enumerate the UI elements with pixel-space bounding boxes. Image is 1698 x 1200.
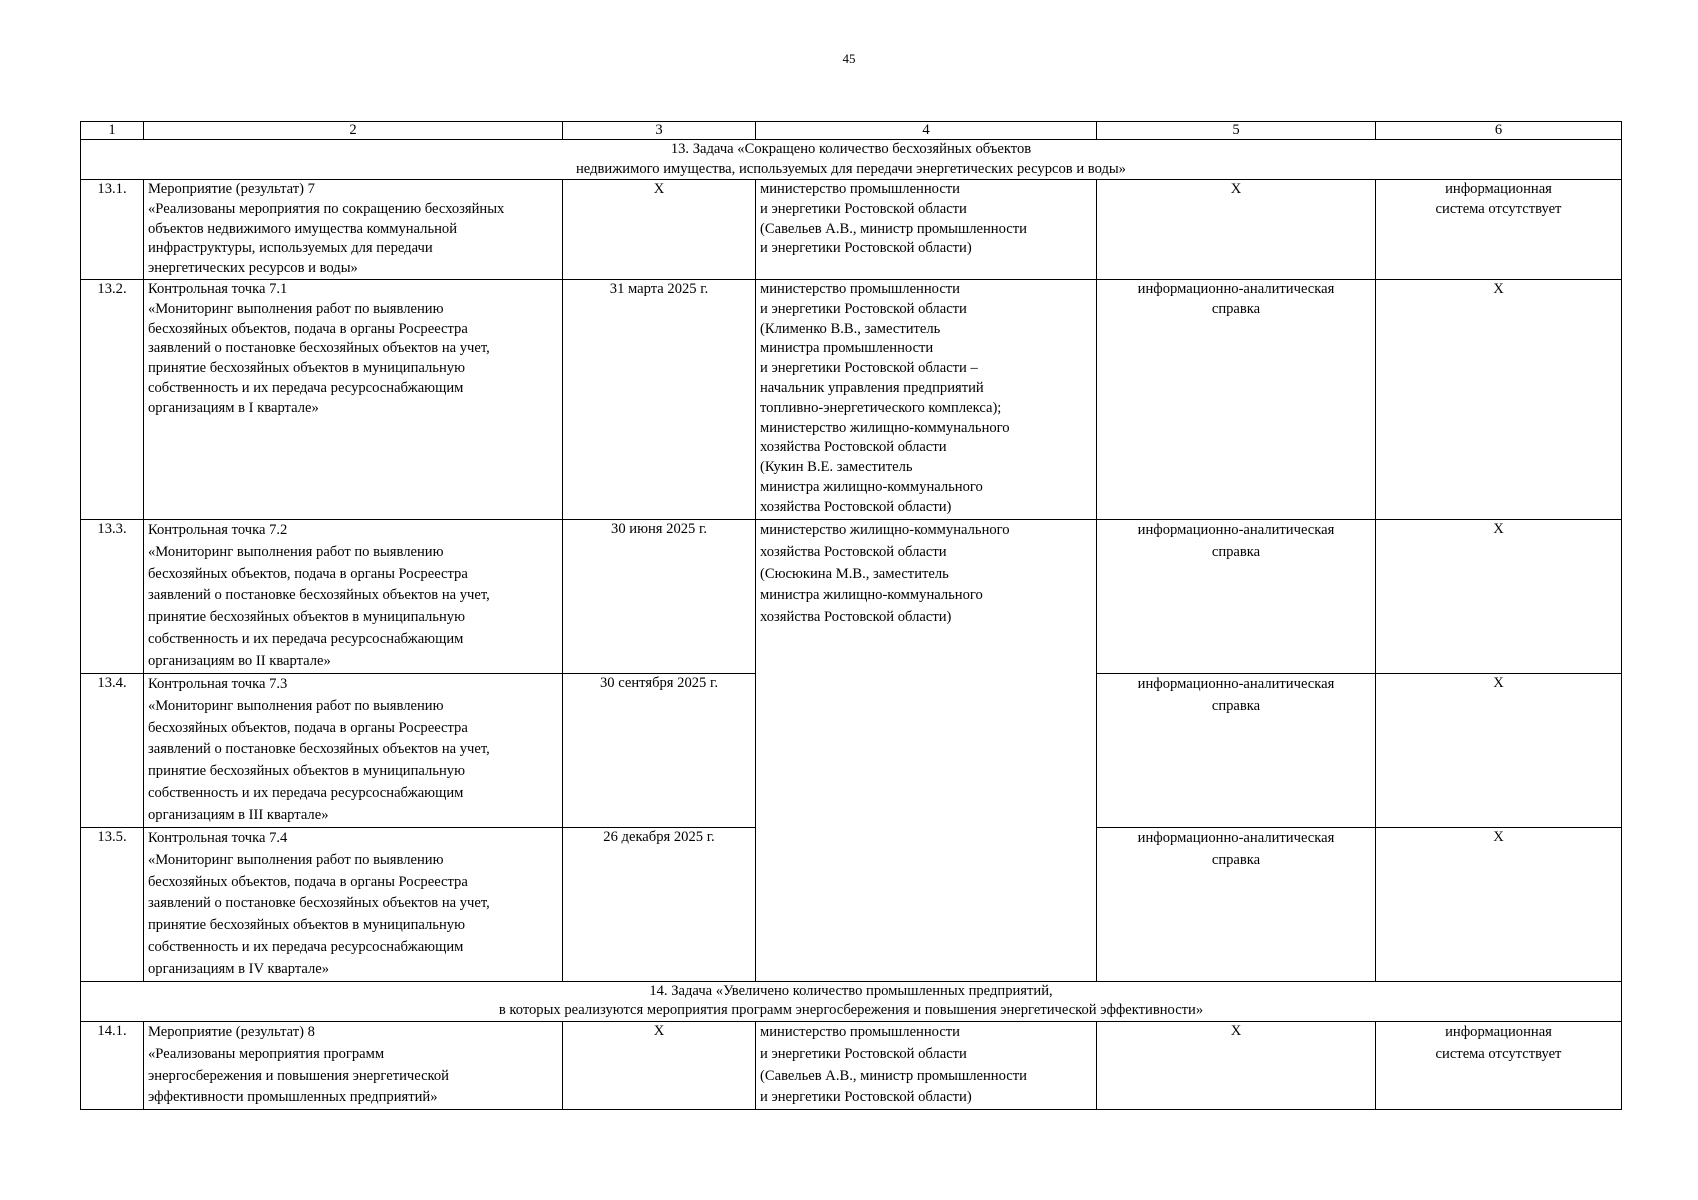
responsible-line: и энергетики Ростовской области bbox=[760, 1045, 967, 1062]
document-line: информационно-аналитическая bbox=[1137, 829, 1335, 846]
description-line: организациям во II квартале» bbox=[148, 652, 331, 669]
task-13-row bbox=[81, 140, 1622, 180]
description-line: принятие бесхозяйных объектов в муниципальную bbox=[148, 917, 465, 934]
description-line: Контрольная точка 7.4 bbox=[148, 829, 288, 846]
description-line: собственность и их передача ресурсоснабжающим bbox=[148, 784, 464, 801]
row-document bbox=[1097, 519, 1376, 673]
description-line: организациям в I квартале» bbox=[148, 399, 319, 416]
description-line: бесхозяйных объектов, подача в органы Росреестра bbox=[148, 565, 468, 582]
row-document bbox=[1097, 180, 1376, 280]
description-line: заявлений о постановке бесхозяйных объектов на учет, bbox=[148, 340, 490, 357]
description-line: собственность и их передача ресурсоснабжающим bbox=[148, 379, 464, 396]
row-date: 30 сентября 2025 г. bbox=[563, 673, 756, 827]
system-line: Х bbox=[1493, 828, 1504, 845]
system-line: Х bbox=[1493, 520, 1504, 537]
task-13-title bbox=[81, 140, 1622, 180]
description-line: «Мониторинг выполнения работ по выявлению bbox=[148, 851, 444, 868]
description-line: объектов недвижимого имущества коммунальной bbox=[148, 220, 458, 237]
row-number: 13.2. bbox=[81, 279, 144, 519]
responsible-line: министра жилищно-коммунального bbox=[760, 587, 983, 604]
responsible-line: хозяйства Ростовской области) bbox=[760, 498, 952, 515]
responsible-line: министерство жилищно-коммунального bbox=[760, 419, 1010, 436]
row-information-system bbox=[1376, 827, 1622, 981]
responsible-line: министерство промышленности bbox=[760, 1023, 960, 1040]
row-document bbox=[1097, 827, 1376, 981]
task-14-title-line: в которых реализуются мероприятия программ энергосбережения и повышения энергетической эффективности» bbox=[498, 1002, 1204, 1019]
row-information-system bbox=[1376, 519, 1622, 673]
table-header-row bbox=[81, 122, 1622, 140]
row-number: 14.1. bbox=[81, 1021, 144, 1109]
responsible-line: министра промышленности bbox=[760, 340, 934, 357]
row-responsible bbox=[756, 519, 1097, 981]
responsible-line: начальник управления предприятий bbox=[760, 379, 984, 396]
system-line: система отсутствует bbox=[1435, 200, 1562, 217]
row-document bbox=[1097, 279, 1376, 519]
row-information-system bbox=[1376, 673, 1622, 827]
row-responsible bbox=[756, 180, 1097, 280]
row-document bbox=[1097, 1021, 1376, 1109]
task-13-title-line: недвижимого имущества, используемых для передачи энергетических ресурсов и воды» bbox=[576, 160, 1126, 177]
description-line: «Реализованы мероприятия по сокращению бесхозяйных bbox=[148, 200, 505, 217]
responsible-line: (Савельев А.В., министр промышленности bbox=[760, 1067, 1027, 1084]
responsible-line: хозяйства Ростовской области) bbox=[760, 609, 952, 626]
row-responsible bbox=[756, 279, 1097, 519]
row-description bbox=[144, 279, 563, 519]
system-line: Х bbox=[1493, 674, 1504, 691]
row-information-system bbox=[1376, 1021, 1622, 1109]
description-line: Мероприятие (результат) 7 bbox=[148, 181, 315, 197]
table-row bbox=[81, 180, 1622, 280]
row-responsible bbox=[756, 1021, 1097, 1109]
row-number: 13.4. bbox=[81, 673, 144, 827]
description-line: Контрольная точка 7.2 bbox=[148, 521, 288, 538]
description-line: «Мониторинг выполнения работ по выявлению bbox=[148, 543, 444, 560]
row-date: Х bbox=[563, 180, 756, 280]
document-line: справка bbox=[1211, 851, 1261, 868]
column-header-5: 5 bbox=[1097, 122, 1376, 140]
document-line: Х bbox=[1230, 181, 1242, 197]
column-header-6: 6 bbox=[1376, 122, 1622, 140]
column-header-2: 2 bbox=[144, 122, 563, 140]
responsible-line: министерство жилищно-коммунального bbox=[760, 521, 1010, 538]
description-line: Контрольная точка 7.3 bbox=[148, 675, 288, 692]
row-number: 13.5. bbox=[81, 827, 144, 981]
row-description bbox=[144, 827, 563, 981]
description-line: принятие бесхозяйных объектов в муниципальную bbox=[148, 763, 465, 780]
table-row bbox=[81, 519, 1622, 673]
description-line: «Реализованы мероприятия программ bbox=[148, 1045, 385, 1062]
table-row bbox=[81, 1021, 1622, 1109]
description-line: принятие бесхозяйных объектов в муниципальную bbox=[148, 360, 465, 377]
description-line: «Мониторинг выполнения работ по выявлению bbox=[148, 300, 444, 317]
task-14-title bbox=[81, 981, 1622, 1021]
description-line: заявлений о постановке бесхозяйных объектов на учет, bbox=[148, 895, 490, 912]
responsible-line: (Клименко В.В., заместитель bbox=[760, 320, 941, 337]
description-line: собственность и их передача ресурсоснабжающим bbox=[148, 938, 464, 955]
page-number: 45 bbox=[842, 51, 856, 66]
responsible-line: (Савельев А.В., министр промышленности bbox=[760, 220, 1027, 237]
task-14-title-line: 14. Задача «Увеличено количество промышленных предприятий, bbox=[649, 982, 1053, 999]
row-description bbox=[144, 519, 563, 673]
responsible-line: министерство промышленности bbox=[760, 181, 960, 197]
system-line: информационная bbox=[1445, 1023, 1552, 1040]
responsible-line: и энергетики Ростовской области) bbox=[760, 240, 972, 257]
document-line: информационно-аналитическая bbox=[1137, 280, 1335, 297]
column-header-1: 1 bbox=[81, 122, 144, 140]
table-row bbox=[81, 279, 1622, 519]
description-line: «Мониторинг выполнения работ по выявлению bbox=[148, 697, 444, 714]
description-line: принятие бесхозяйных объектов в муниципальную bbox=[148, 609, 465, 626]
document-line: информационно-аналитическая bbox=[1137, 521, 1335, 538]
row-description bbox=[144, 673, 563, 827]
description-line: бесхозяйных объектов, подача в органы Росреестра bbox=[148, 320, 468, 337]
description-line: Контрольная точка 7.1 bbox=[148, 280, 288, 297]
document-line: справка bbox=[1211, 697, 1261, 714]
description-line: организациям в IV квартале» bbox=[148, 960, 330, 977]
responsible-line: министра жилищно-коммунального bbox=[760, 478, 983, 495]
system-line: информационная bbox=[1445, 181, 1552, 197]
responsible-line: хозяйства Ростовской области bbox=[760, 439, 947, 456]
description-line: бесхозяйных объектов, подача в органы Росреестра bbox=[148, 873, 468, 890]
document-line: информационно-аналитическая bbox=[1137, 675, 1335, 692]
description-line: Мероприятие (результат) 8 bbox=[148, 1023, 315, 1040]
row-information-system bbox=[1376, 180, 1622, 280]
row-date: Х bbox=[563, 1021, 756, 1109]
description-line: эффективности промышленных предприятий» bbox=[148, 1089, 438, 1106]
column-header-4: 4 bbox=[756, 122, 1097, 140]
row-number: 13.3. bbox=[81, 519, 144, 673]
responsible-line: хозяйства Ростовской области bbox=[760, 543, 947, 560]
document-line: справка bbox=[1211, 543, 1261, 560]
responsible-line: и энергетики Ростовской области bbox=[760, 300, 967, 317]
system-line: система отсутствует bbox=[1435, 1045, 1562, 1062]
description-line: организациям в III квартале» bbox=[148, 806, 329, 823]
description-line: собственность и их передача ресурсоснабжающим bbox=[148, 630, 464, 647]
plan-table bbox=[80, 121, 1622, 1110]
responsible-line: (Сюсюкина М.В., заместитель bbox=[760, 565, 949, 582]
system-line: Х bbox=[1493, 280, 1504, 297]
description-line: заявлений о постановке бесхозяйных объектов на учет, bbox=[148, 587, 490, 604]
description-line: инфраструктуры, используемых для передачи bbox=[148, 240, 433, 257]
column-header-3: 3 bbox=[563, 122, 756, 140]
row-date: 31 марта 2025 г. bbox=[563, 279, 756, 519]
responsible-line: и энергетики Ростовской области – bbox=[760, 360, 978, 377]
task-13-title-line: 13. Задача «Сокращено количество бесхозяйных объектов bbox=[670, 141, 1032, 157]
row-date: 30 июня 2025 г. bbox=[563, 519, 756, 673]
task-14-row bbox=[81, 981, 1622, 1021]
responsible-line: и энергетики Ростовской области bbox=[760, 200, 967, 217]
responsible-line: и энергетики Ростовской области) bbox=[760, 1089, 972, 1106]
row-number: 13.1. bbox=[81, 180, 144, 280]
row-information-system bbox=[1376, 279, 1622, 519]
document-line: справка bbox=[1211, 300, 1261, 317]
row-description bbox=[144, 180, 563, 280]
document-line: Х bbox=[1230, 1022, 1242, 1039]
responsible-line: (Кукин В.Е. заместитель bbox=[760, 459, 913, 476]
description-line: заявлений о постановке бесхозяйных объектов на учет, bbox=[148, 741, 490, 758]
row-description bbox=[144, 1021, 563, 1109]
description-line: энергосбережения и повышения энергетической bbox=[148, 1067, 449, 1084]
description-line: бесхозяйных объектов, подача в органы Росреестра bbox=[148, 719, 468, 736]
description-line: энергетических ресурсов и воды» bbox=[148, 260, 358, 277]
responsible-line: министерство промышленности bbox=[760, 280, 960, 297]
row-date: 26 декабря 2025 г. bbox=[563, 827, 756, 981]
row-document bbox=[1097, 673, 1376, 827]
responsible-line: топливно-энергетического комплекса); bbox=[760, 399, 1002, 416]
